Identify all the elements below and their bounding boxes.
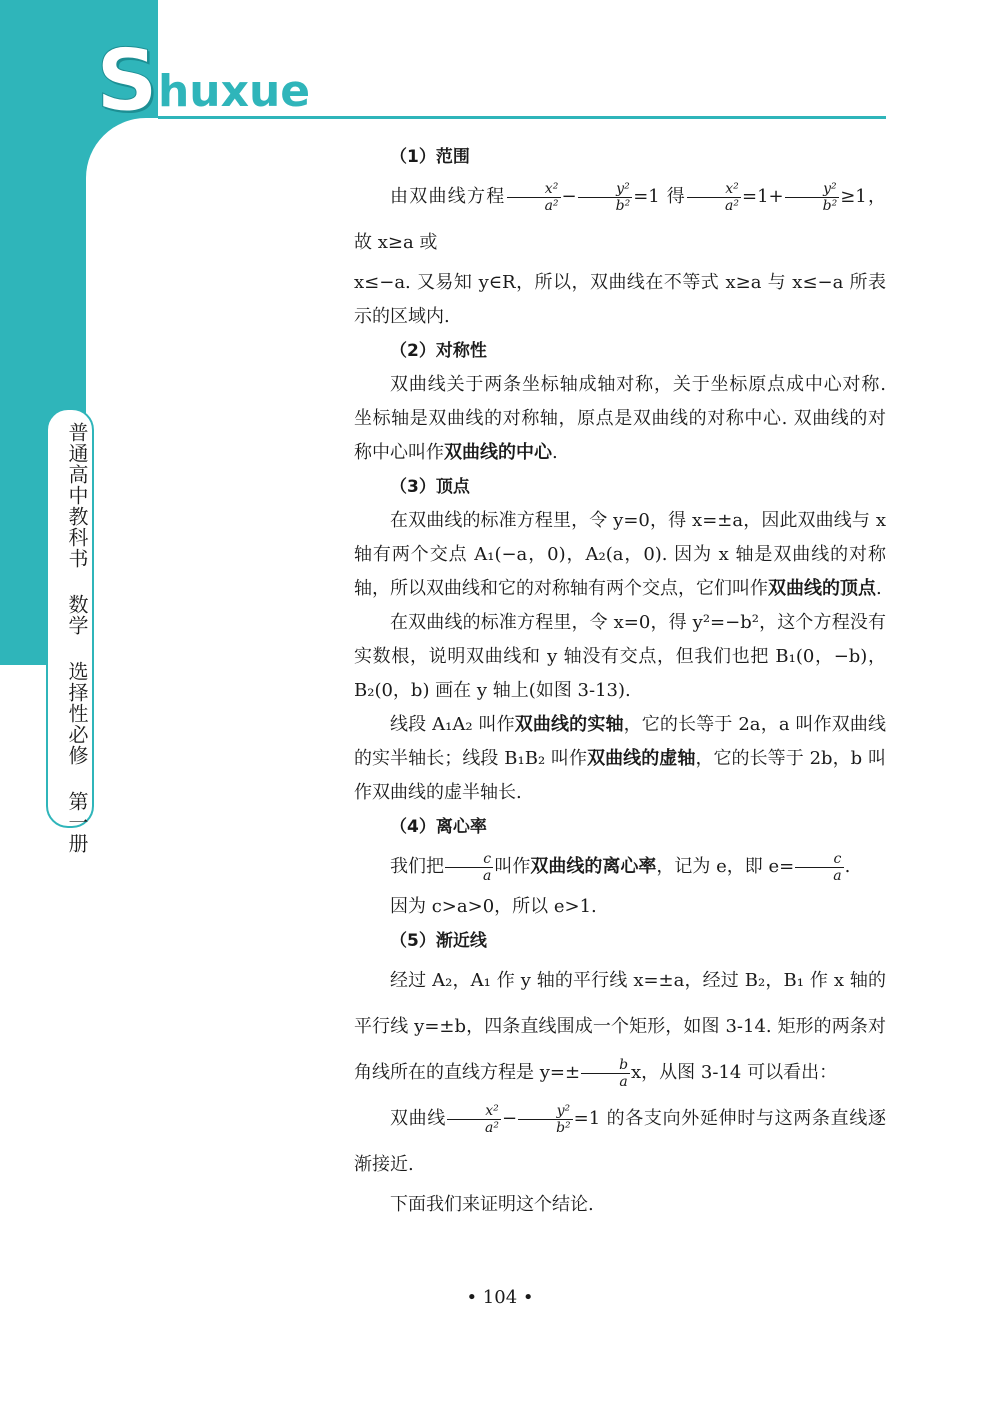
denominator: b²	[615, 197, 631, 214]
section-heading-vertex: （3）顶点	[390, 477, 470, 497]
fraction-x2-a2	[507, 181, 561, 214]
text: .	[552, 442, 558, 463]
numerator: x²	[447, 1103, 501, 1120]
fraction-b-a	[581, 1057, 630, 1090]
term-bold: 双曲线的离心率	[530, 856, 657, 877]
paragraph	[354, 504, 886, 606]
paragraph	[354, 958, 886, 1096]
denominator: a	[483, 867, 492, 884]
text: 得	[666, 186, 687, 207]
text: 叫作	[494, 856, 531, 877]
text: x，从图 3-14 可以看出：	[631, 1062, 838, 1083]
page-number: • 104 •	[466, 1287, 534, 1308]
numerator: c	[445, 851, 493, 868]
operator: =1	[633, 186, 660, 207]
fraction-y2-b2	[518, 1103, 573, 1136]
text: 经过 A₂，A₁ 作 y 轴的平行线 x=±a，经过 B₂，B₁ 作 x 轴的平行线 y=±b，四条直线围成一个矩形，如图 3-14. 矩形的两条对角线所在的直线方程是 y=±	[354, 970, 886, 1083]
term-bold: 双曲线的中心	[444, 442, 552, 463]
denominator: b²	[556, 1119, 571, 1136]
page-content	[354, 140, 886, 1222]
book-title: 普通高中教科书 数学 选择性必修 第一册	[65, 422, 89, 854]
denominator: a²	[725, 197, 739, 214]
operator: −	[561, 186, 577, 207]
section-heading-eccentricity: （4）离心率	[390, 817, 487, 837]
numerator: y²	[518, 1103, 573, 1120]
numerator: b	[581, 1057, 630, 1074]
text: 由双曲线方程	[390, 186, 506, 207]
section-heading-asymptote: （5）渐近线	[390, 931, 487, 951]
paragraph: 因为 c>a>0，所以 e>1.	[390, 896, 597, 917]
numerator: x²	[507, 181, 561, 198]
text: 在双曲线的标准方程里，令 y=0，得 x=±a，因此双曲线与 x 轴有两个交点 A₁(−a，0)，A₂(a，0). 因为 x 轴是双曲线的对称轴，所以双曲线和它的对称轴有两个交点，它们叫作	[354, 510, 886, 599]
paragraph	[354, 708, 886, 810]
section-heading-symmetry: （2）对称性	[390, 341, 487, 361]
paragraph: 下面我们来证明这个结论.	[390, 1194, 594, 1215]
numerator: y²	[785, 181, 840, 198]
text: 我们把	[390, 856, 444, 877]
text: 双曲线	[390, 1108, 447, 1129]
section-heading-range: （1）范围	[390, 147, 470, 167]
numerator: x²	[687, 181, 741, 198]
denominator: a²	[485, 1119, 499, 1136]
denominator: a	[833, 867, 842, 884]
text: ，它的长等于 2b，b 叫作双曲线的虚半轴长.	[354, 748, 886, 803]
shuxue-logo	[96, 31, 311, 131]
paragraph	[354, 368, 886, 470]
denominator: a²	[544, 197, 559, 214]
text: ，记为 e，即 e=	[656, 856, 795, 877]
fraction-c-a	[445, 851, 493, 884]
text: 线段 A₁A₂ 叫作	[390, 714, 515, 735]
fraction-y2-b2	[578, 181, 633, 214]
term-bold: 双曲线的顶点	[768, 578, 876, 599]
text: 双曲线关于两条坐标轴成轴对称，关于坐标原点成中心对称. 坐标轴是双曲线的对称轴，原点是双曲线的对称中心. 双曲线的对称中心叫作	[354, 374, 886, 463]
text: ，故 x≥a 或	[354, 186, 886, 253]
term-bold: 双曲线的实轴	[514, 714, 624, 735]
text: ，它的长等于 2a，a 叫作双曲线的实半轴长；线段 B₁B₂ 叫作	[354, 714, 887, 769]
operator: =1+	[741, 186, 784, 207]
text: .	[876, 578, 882, 599]
text: .	[844, 856, 851, 877]
denominator: b²	[822, 197, 838, 214]
text: =1 的各支向外延伸时与这两条直线逐渐接近.	[354, 1108, 886, 1175]
paragraph	[354, 1096, 886, 1188]
operator: −	[501, 1108, 518, 1129]
fraction-c-a	[795, 851, 843, 884]
denominator: a	[619, 1073, 628, 1090]
operator: ≥1	[840, 186, 867, 207]
logo-rest: huxue	[157, 66, 311, 117]
fraction-x2-a2	[687, 181, 741, 214]
term-bold: 双曲线的虚轴	[587, 748, 696, 769]
fraction-x2-a2	[447, 1103, 501, 1136]
paragraph	[354, 844, 886, 890]
fraction-y2-b2	[785, 181, 840, 214]
paragraph: x≤−a. 又易知 y∈R，所以，双曲线在不等式 x≥a 与 x≤−a 所表示的区域内.	[354, 272, 886, 327]
numerator: y²	[578, 181, 633, 198]
paragraph: 在双曲线的标准方程里，令 x=0，得 y²=−b²，这个方程没有实数根，说明双曲线和 y 轴没有交点，但我们也把 B₁(0，−b)，B₂(0，b) 画在 y 轴上(如图 3-13).	[354, 612, 886, 701]
numerator: c	[795, 851, 843, 868]
paragraph	[354, 174, 886, 266]
logo-initial: S	[96, 31, 158, 131]
